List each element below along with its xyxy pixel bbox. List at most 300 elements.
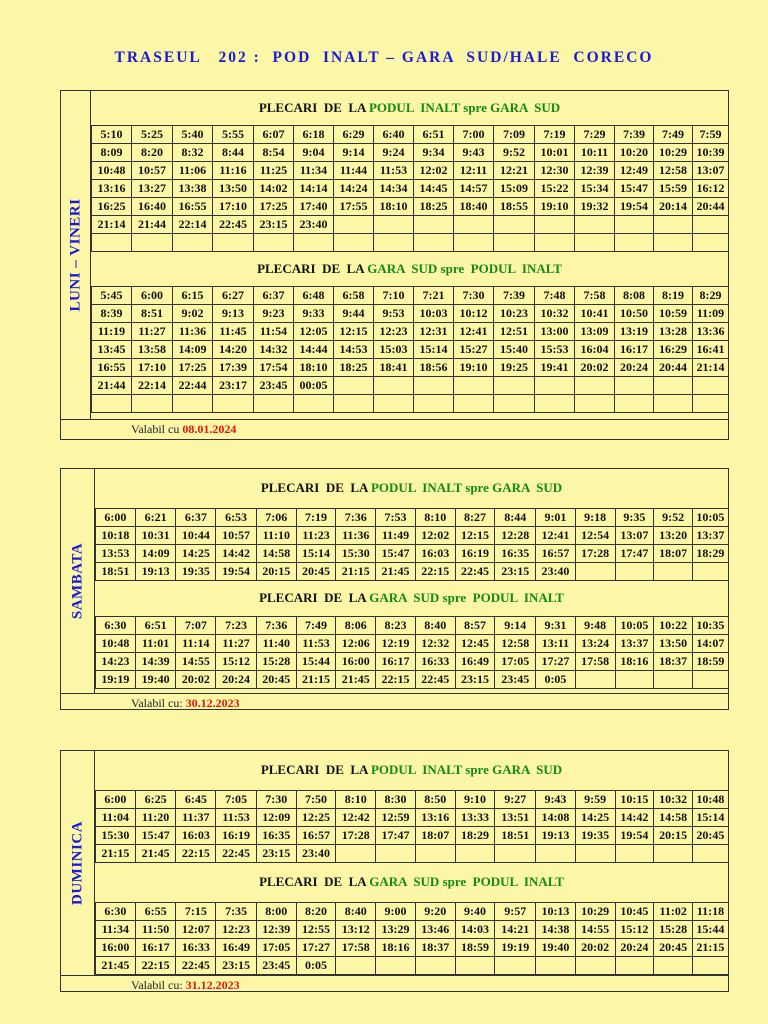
departure-time: 20:24 xyxy=(615,939,654,957)
departure-time: 18:29 xyxy=(455,827,495,845)
departure-time: 16:19 xyxy=(216,827,257,845)
departure-time: 15:09 xyxy=(494,180,535,198)
departure-time: 12:58 xyxy=(654,162,693,180)
departure-time: 13:28 xyxy=(654,323,693,341)
departure-time xyxy=(615,563,654,581)
departure-time: 9:53 xyxy=(374,305,414,323)
table-row xyxy=(96,921,729,939)
departure-time: 7:36 xyxy=(256,617,296,635)
departure-time: 10:32 xyxy=(535,305,575,323)
departure-time: 11:53 xyxy=(296,635,336,653)
departure-time: 19:35 xyxy=(176,563,216,581)
departure-time xyxy=(654,671,693,689)
departure-time: 10:35 xyxy=(693,617,729,635)
departure-time: 7:58 xyxy=(575,287,615,305)
departure-time: 8:20 xyxy=(132,144,173,162)
departure-time xyxy=(336,957,376,975)
departure-time: 12:15 xyxy=(455,527,495,545)
departure-time: 11:37 xyxy=(176,809,216,827)
departure-time: 16:55 xyxy=(92,359,132,377)
departure-time: 5:10 xyxy=(92,126,132,144)
departure-time: 14:55 xyxy=(176,653,216,671)
table-row xyxy=(96,635,729,653)
departure-time: 12:05 xyxy=(294,323,334,341)
departure-time: 9:10 xyxy=(455,791,495,809)
departure-time: 20:15 xyxy=(654,827,693,845)
departure-time: 12:54 xyxy=(575,527,615,545)
departure-time: 7:00 xyxy=(454,126,494,144)
departure-time: 20:02 xyxy=(176,671,216,689)
departure-time: 6:51 xyxy=(414,126,454,144)
departure-time: 22:45 xyxy=(176,957,216,975)
departure-time: 18:59 xyxy=(455,939,495,957)
departure-time: 7:48 xyxy=(535,287,575,305)
departure-time: 17:28 xyxy=(575,545,615,563)
departure-time xyxy=(654,845,693,863)
departure-time: 9:35 xyxy=(615,509,654,527)
direction-header xyxy=(91,252,728,287)
departure-time: 17:10 xyxy=(132,359,173,377)
departure-time: 11:20 xyxy=(135,809,176,827)
departure-time: 21:45 xyxy=(376,563,416,581)
direction-header xyxy=(95,581,728,617)
departure-time: 15:27 xyxy=(454,341,494,359)
departure-time: 14:58 xyxy=(256,545,296,563)
header-route: PODUL INALT spre GARA SUD xyxy=(370,762,563,777)
departure-time: 19:19 xyxy=(96,671,136,689)
departure-time xyxy=(92,234,132,252)
departure-time: 7:50 xyxy=(296,791,336,809)
departure-time: 19:10 xyxy=(454,359,494,377)
departure-time: 00:05 xyxy=(294,377,334,395)
departure-time: 9:31 xyxy=(536,617,576,635)
schedule-panel-1 xyxy=(60,90,729,440)
departure-time: 17:05 xyxy=(495,653,536,671)
departure-time xyxy=(575,377,615,395)
departure-time: 10:15 xyxy=(615,791,654,809)
departure-time: 13:38 xyxy=(173,180,213,198)
departure-time: 15:22 xyxy=(535,180,575,198)
departure-time: 19:32 xyxy=(575,198,615,216)
departure-time: 15:12 xyxy=(216,653,257,671)
departure-time: 13:16 xyxy=(92,180,132,198)
departure-time: 16:55 xyxy=(173,198,213,216)
validity-text: Valabil cu: xyxy=(131,978,186,992)
departure-time: 14:39 xyxy=(135,653,176,671)
departure-time: 22:45 xyxy=(213,216,254,234)
header-prefix: PLECARI DE LA xyxy=(259,590,370,605)
departure-time: 13:12 xyxy=(336,921,376,939)
departure-time: 20:24 xyxy=(216,671,257,689)
departure-time: 10:48 xyxy=(92,162,132,180)
departure-time xyxy=(494,216,535,234)
departure-time: 9:24 xyxy=(374,144,414,162)
departure-time xyxy=(654,234,693,252)
departure-time: 7:09 xyxy=(494,126,535,144)
header-route: GARA SUD spre PODUL INALT xyxy=(369,590,564,605)
departure-time: 11:04 xyxy=(96,809,136,827)
departure-time: 23:15 xyxy=(216,957,257,975)
departure-time: 5:45 xyxy=(92,287,132,305)
departure-time: 19:25 xyxy=(494,359,535,377)
departure-time: 18:16 xyxy=(615,653,654,671)
departure-time: 10:32 xyxy=(654,791,693,809)
departure-time: 11:27 xyxy=(216,635,257,653)
departure-time: 23:40 xyxy=(296,845,336,863)
departure-time: 14:07 xyxy=(693,635,729,653)
departure-time: 16:04 xyxy=(575,341,615,359)
departure-time: 8:29 xyxy=(693,287,729,305)
validity-label xyxy=(131,696,240,711)
departure-time: 21:44 xyxy=(92,377,132,395)
departure-time: 12:41 xyxy=(536,527,576,545)
departure-time: 13:20 xyxy=(654,527,693,545)
departure-time: 21:15 xyxy=(296,671,336,689)
departure-time: 12:32 xyxy=(415,635,455,653)
departure-time: 6:40 xyxy=(374,126,414,144)
departure-time: 5:25 xyxy=(132,126,173,144)
departure-time: 6:37 xyxy=(254,287,294,305)
departure-time: 23:17 xyxy=(213,377,254,395)
departure-time: 13:50 xyxy=(213,180,254,198)
departure-time xyxy=(654,216,693,234)
departure-time: 13:09 xyxy=(575,323,615,341)
departure-time xyxy=(615,957,654,975)
departure-time: 23:45 xyxy=(254,377,294,395)
departure-time: 10:31 xyxy=(135,527,176,545)
validity-text: Valabil cu xyxy=(131,422,183,436)
departure-time: 20:14 xyxy=(654,198,693,216)
validity-date: 30.12.2023 xyxy=(185,696,240,710)
departure-time: 21:15 xyxy=(693,939,729,957)
departure-time: 11:06 xyxy=(173,162,213,180)
departure-time xyxy=(415,957,455,975)
departure-time: 12:25 xyxy=(296,809,336,827)
departure-time xyxy=(693,234,729,252)
departure-time: 7:10 xyxy=(374,287,414,305)
departure-time: 12:58 xyxy=(495,635,536,653)
departure-time: 16:12 xyxy=(693,180,729,198)
departures-table xyxy=(95,790,729,863)
departure-time: 10:48 xyxy=(693,791,729,809)
table-row xyxy=(96,791,729,809)
departure-time: 10:18 xyxy=(96,527,136,545)
departure-time: 8:23 xyxy=(376,617,416,635)
schedule-grid xyxy=(95,469,728,693)
departure-time: 11:34 xyxy=(96,921,136,939)
departure-time xyxy=(454,216,494,234)
departure-time: 8:50 xyxy=(415,791,455,809)
departure-time: 6:45 xyxy=(176,791,216,809)
departure-time: 17:55 xyxy=(334,198,374,216)
departure-time: 19:54 xyxy=(615,198,654,216)
departure-time: 9:02 xyxy=(173,305,213,323)
departure-time: 14:02 xyxy=(254,180,294,198)
schedule-grid xyxy=(91,91,728,419)
table-row xyxy=(96,527,729,545)
departure-time xyxy=(693,395,729,413)
departure-time: 8:19 xyxy=(654,287,693,305)
departures-table xyxy=(95,616,729,689)
departure-time: 22:14 xyxy=(132,377,173,395)
departure-time: 14:09 xyxy=(135,545,176,563)
departure-time: 20:45 xyxy=(256,671,296,689)
departure-time: 7:36 xyxy=(336,509,376,527)
table-row xyxy=(92,180,729,198)
departure-time: 16:33 xyxy=(176,939,216,957)
departure-time: 12:31 xyxy=(414,323,454,341)
departure-time: 11:27 xyxy=(132,323,173,341)
departure-time: 20:45 xyxy=(654,939,693,957)
departure-time: 11:36 xyxy=(336,527,376,545)
departure-time: 16:41 xyxy=(693,341,729,359)
departure-time xyxy=(575,395,615,413)
header-prefix: PLECARI DE LA xyxy=(259,874,370,889)
departure-time: 11:54 xyxy=(254,323,294,341)
departure-time: 15:28 xyxy=(654,921,693,939)
departure-time: 13:50 xyxy=(654,635,693,653)
departure-time: 21:44 xyxy=(132,216,173,234)
header-prefix: PLECARI DE LA xyxy=(257,261,368,276)
departure-time xyxy=(536,845,576,863)
departure-time: 15:44 xyxy=(693,921,729,939)
departure-time: 9:20 xyxy=(415,903,455,921)
header-prefix: PLECARI DE LA xyxy=(260,480,371,495)
table-row xyxy=(96,939,729,957)
departure-time: 18:37 xyxy=(654,653,693,671)
departure-time: 11:25 xyxy=(254,162,294,180)
departure-time: 12:39 xyxy=(256,921,296,939)
departure-time: 12:02 xyxy=(415,527,455,545)
departure-time: 6:58 xyxy=(334,287,374,305)
departure-time: 16:49 xyxy=(216,939,257,957)
departure-time xyxy=(414,234,454,252)
departure-time: 13:45 xyxy=(92,341,132,359)
departure-time: 11:40 xyxy=(256,635,296,653)
departure-time: 15:12 xyxy=(615,921,654,939)
direction-header xyxy=(95,863,728,903)
departure-time xyxy=(654,377,693,395)
departure-time: 12:19 xyxy=(376,635,416,653)
header-route: GARA SUD spre PODUL INALT xyxy=(369,874,564,889)
departure-time: 6:29 xyxy=(334,126,374,144)
departure-time: 9:44 xyxy=(334,305,374,323)
departure-time: 7:49 xyxy=(654,126,693,144)
departure-time: 11:18 xyxy=(693,903,729,921)
departure-time: 20:45 xyxy=(296,563,336,581)
departure-time xyxy=(334,216,374,234)
day-label: LUNI – VINERI xyxy=(67,198,83,312)
departure-time: 11:53 xyxy=(216,809,257,827)
departure-time xyxy=(535,234,575,252)
departure-time xyxy=(132,395,173,413)
departure-time xyxy=(535,377,575,395)
departure-time: 9:18 xyxy=(575,509,615,527)
departure-time: 12:09 xyxy=(256,809,296,827)
route-title: TRASEUL 202 : POD INALT – GARA SUD/HALE CORECO xyxy=(114,49,654,66)
departure-time: 14:23 xyxy=(96,653,136,671)
departure-time xyxy=(693,377,729,395)
departure-time xyxy=(454,234,494,252)
departure-time: 6:53 xyxy=(216,509,257,527)
departure-time xyxy=(693,845,729,863)
departure-time: 16:35 xyxy=(495,545,536,563)
departure-time: 9:01 xyxy=(536,509,576,527)
departure-time xyxy=(693,216,729,234)
departure-time: 21:15 xyxy=(96,845,136,863)
departure-time: 17:47 xyxy=(615,545,654,563)
departure-time: 7:15 xyxy=(176,903,216,921)
departure-time: 6:18 xyxy=(294,126,334,144)
departure-time xyxy=(454,377,494,395)
departure-time: 20:02 xyxy=(575,939,615,957)
departure-time: 12:06 xyxy=(336,635,376,653)
departure-time: 10:29 xyxy=(654,144,693,162)
departure-time xyxy=(414,395,454,413)
departure-time: 9:52 xyxy=(654,509,693,527)
departure-time: 10:48 xyxy=(96,635,136,653)
departure-time: 22:45 xyxy=(455,563,495,581)
departure-time: 6:21 xyxy=(135,509,176,527)
departure-time: 13:46 xyxy=(415,921,455,939)
departure-time: 13:27 xyxy=(132,180,173,198)
departure-time: 13:07 xyxy=(615,527,654,545)
departure-time xyxy=(132,234,173,252)
departure-time: 11:10 xyxy=(256,527,296,545)
departure-time: 21:45 xyxy=(135,845,176,863)
departures-table xyxy=(91,125,729,252)
departure-time: 16:25 xyxy=(92,198,132,216)
departure-time: 19:40 xyxy=(135,671,176,689)
departure-time: 15:47 xyxy=(135,827,176,845)
departure-time xyxy=(374,234,414,252)
departure-time: 10:12 xyxy=(454,305,494,323)
departure-time: 10:13 xyxy=(536,903,576,921)
departure-time xyxy=(654,563,693,581)
departure-time xyxy=(455,957,495,975)
departure-time: 6:48 xyxy=(294,287,334,305)
departure-time: 14:09 xyxy=(173,341,213,359)
departure-time: 12:42 xyxy=(336,809,376,827)
table-row xyxy=(96,903,729,921)
departure-time: 12:23 xyxy=(374,323,414,341)
departure-time: 15:44 xyxy=(296,653,336,671)
departure-time: 9:34 xyxy=(414,144,454,162)
departure-time: 17:58 xyxy=(575,653,615,671)
schedule-panel-3 xyxy=(60,750,729,992)
departure-time: 7:21 xyxy=(414,287,454,305)
departure-time: 18:07 xyxy=(654,545,693,563)
validity-label xyxy=(131,978,240,993)
table-row xyxy=(96,509,729,527)
departure-time: 8:10 xyxy=(415,509,455,527)
direction-header xyxy=(95,469,728,509)
departure-time: 9:14 xyxy=(495,617,536,635)
departure-time: 15:14 xyxy=(693,809,729,827)
departure-time: 23:15 xyxy=(495,563,536,581)
departure-time xyxy=(575,671,615,689)
header-route: PODUL INALT spre GARA SUD xyxy=(368,100,561,115)
departure-time: 12:21 xyxy=(494,162,535,180)
departure-time: 7:23 xyxy=(216,617,257,635)
header-prefix: PLECARI DE LA xyxy=(258,100,369,115)
departure-time xyxy=(575,563,615,581)
departure-time xyxy=(495,845,536,863)
table-row xyxy=(92,377,729,395)
departure-time: 7:59 xyxy=(693,126,729,144)
table-row xyxy=(96,845,729,863)
departure-time xyxy=(374,216,414,234)
departure-time: 12:23 xyxy=(216,921,257,939)
departure-time: 14:08 xyxy=(536,809,576,827)
departure-time: 15:03 xyxy=(374,341,414,359)
departure-time xyxy=(374,395,414,413)
departure-time: 5:55 xyxy=(213,126,254,144)
departure-time xyxy=(495,957,536,975)
departure-time: 14:03 xyxy=(455,921,495,939)
departures-table xyxy=(95,902,729,975)
departure-time: 12:15 xyxy=(334,323,374,341)
departure-time: 22:45 xyxy=(216,845,257,863)
departure-time: 16:00 xyxy=(336,653,376,671)
header-route: PODUL INALT spre GARA SUD xyxy=(370,480,563,495)
departure-time xyxy=(654,957,693,975)
departure-time: 10:05 xyxy=(615,617,654,635)
validity-footer xyxy=(61,975,728,991)
departure-time: 18:25 xyxy=(414,198,454,216)
departure-time: 17:28 xyxy=(336,827,376,845)
table-row xyxy=(92,234,729,252)
departure-time: 22:15 xyxy=(135,957,176,975)
table-row xyxy=(96,563,729,581)
departure-time xyxy=(454,395,494,413)
departure-time: 14:24 xyxy=(334,180,374,198)
departure-time: 12:39 xyxy=(575,162,615,180)
departure-time: 18:10 xyxy=(294,359,334,377)
departure-time: 17:10 xyxy=(213,198,254,216)
departure-time xyxy=(654,395,693,413)
departure-time: 14:20 xyxy=(213,341,254,359)
day-label-column xyxy=(61,469,95,693)
departure-time: 8:27 xyxy=(455,509,495,527)
direction-header xyxy=(91,91,728,126)
departure-time: 19:41 xyxy=(535,359,575,377)
departure-time: 12:49 xyxy=(615,162,654,180)
departure-time xyxy=(334,395,374,413)
departure-time: 10:20 xyxy=(615,144,654,162)
day-label: DUMINICA xyxy=(69,821,85,905)
departure-time: 16:29 xyxy=(654,341,693,359)
departure-time: 14:44 xyxy=(294,341,334,359)
departure-time: 15:53 xyxy=(535,341,575,359)
departure-time: 7:06 xyxy=(256,509,296,527)
departure-time: 16:57 xyxy=(536,545,576,563)
departure-time: 10:39 xyxy=(693,144,729,162)
table-row xyxy=(92,144,729,162)
departure-time: 7:19 xyxy=(535,126,575,144)
departure-time xyxy=(575,957,615,975)
departure-time: 13:33 xyxy=(455,809,495,827)
departure-time xyxy=(415,845,455,863)
departure-time: 23:40 xyxy=(536,563,576,581)
validity-label xyxy=(131,422,236,437)
departure-time: 13:53 xyxy=(96,545,136,563)
departure-time xyxy=(376,957,416,975)
departure-time: 13:36 xyxy=(693,323,729,341)
departure-time: 12:59 xyxy=(376,809,416,827)
departure-time: 8:09 xyxy=(92,144,132,162)
departure-time: 22:15 xyxy=(415,563,455,581)
